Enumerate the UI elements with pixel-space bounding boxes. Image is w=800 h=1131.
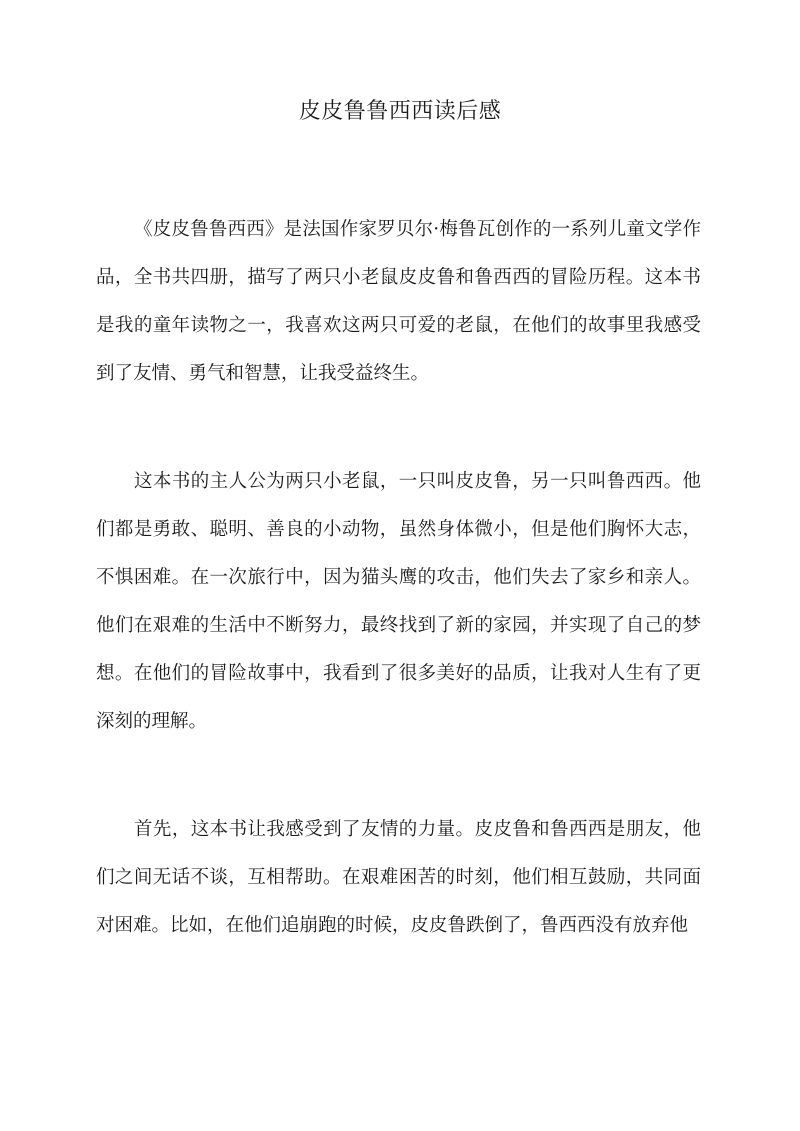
document-title: 皮皮鲁鲁西西读后感 bbox=[298, 99, 502, 124]
paragraph-3: 首先，这本书让我感受到了友情的力量。皮皮鲁和鲁西西是朋友，他们之间无话不谈，互相帮助。在艰难困苦的时刻，他们相互鼓励，共同面对困难。比如，在他们追崩跑的时候，皮皮鲁跌倒了，鲁西西没有放弃他 bbox=[96, 819, 701, 936]
paragraph-1: 《皮皮鲁鲁西西》是法国作家罗贝尔·梅鲁瓦创作的一系列儿童文学作品，全书共四册，描写了两只小老鼠皮皮鲁和鲁西西的冒险历程。这本书是我的童年读物之一，我喜欢这两只可爱的老鼠，在他们的故事里我感受到了友情、勇气和智慧，让我受益终生。 bbox=[96, 219, 701, 384]
paragraph-2: 这本书的主人公为两只小老鼠，一只叫皮皮鲁，另一只叫鲁西西。他们都是勇敢、聪明、善良的小动物，虽然身体微小，但是他们胸怀大志，不惧困难。在一次旅行中，因为猫头鹰的攻击，他们失去了家乡和亲人。他们在艰难的生活中不断努力，最终找到了新的家园，并实现了自己的梦想。在他们的冒险故事中，我看到了很多美好的品质，让我对人生有了更深刻的理解。 bbox=[96, 471, 701, 732]
